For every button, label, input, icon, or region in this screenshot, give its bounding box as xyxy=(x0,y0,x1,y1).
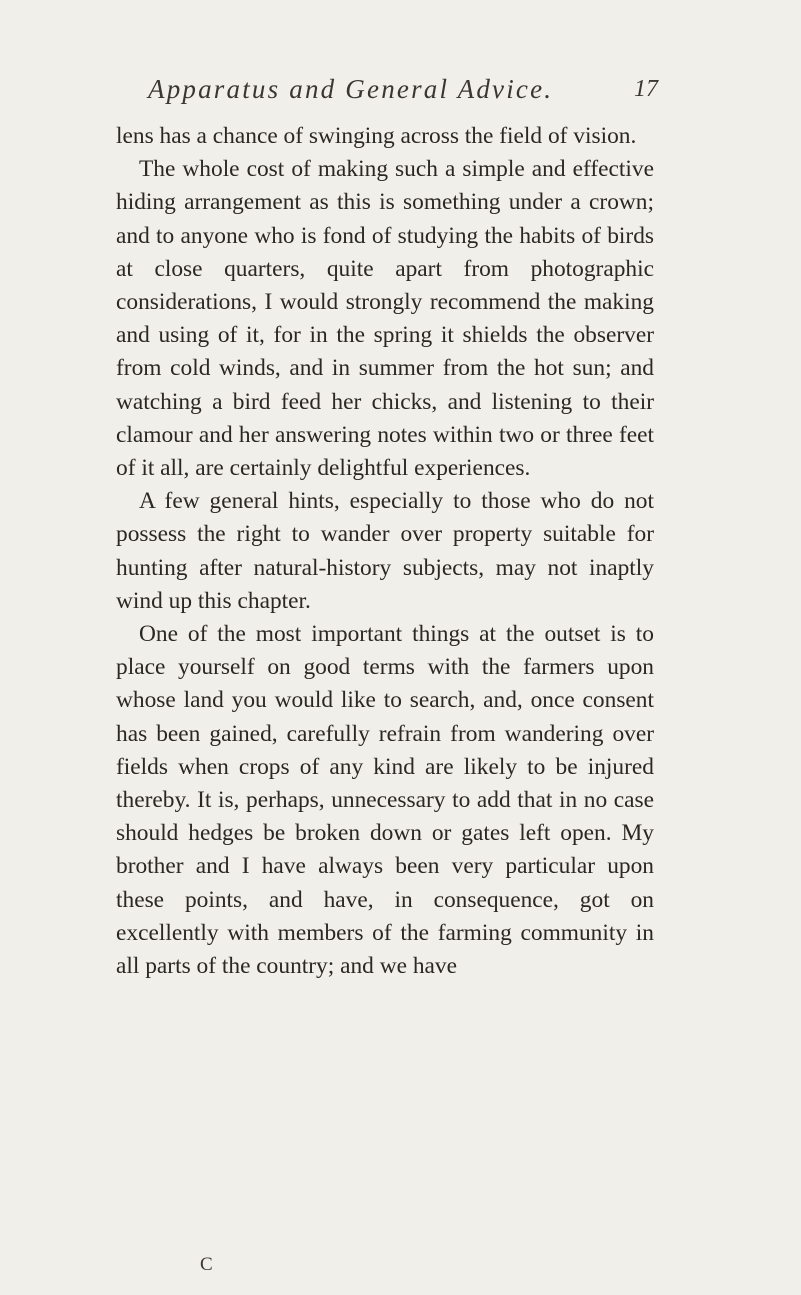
paragraph: One of the most important things at the outset is to place yourself on good terms with the farmers upon whose land you would like to search, and, once consent has been gained, carefully refrain from wandering over fields when crops of any kind are likely to be injured thereby. It is, perhaps, unnecessary to add that in no case should hedges be broken down or gates left open. My brother and I have always been very particular upon these points, and have, in consequence, got on excellently with members of the farming community in all parts of the country; and we have xyxy=(116,621,654,980)
page-number: 17 xyxy=(634,76,658,102)
paragraph-continuation: lens has a chance of swinging across the field of vision. xyxy=(116,123,637,149)
signature-mark: C xyxy=(200,1254,213,1275)
paragraph: A few general hints, especially to those who do not possess the right to wander over property suitable for hunting after natural-history subjects, may not inaptly wind up this chapter. xyxy=(116,488,654,614)
body-text xyxy=(116,120,654,983)
running-head-title: Apparatus and General Advice. xyxy=(148,74,554,104)
running-head xyxy=(148,74,658,114)
paragraph: The whole cost of making such a simple and effective hiding arrangement as this is something under a crown; and to anyone who is fond of studying the habits of birds at close quarters, quite apart from photographic considerations, I would strongly recommend the making and using of it, for in the spring it shields the observer from cold winds, and in summer from the hot sun; and watching a bird feed her chicks, and listening to their clamour and her answering notes within two or three feet of it all, are certainly delightful experiences. xyxy=(116,156,654,482)
